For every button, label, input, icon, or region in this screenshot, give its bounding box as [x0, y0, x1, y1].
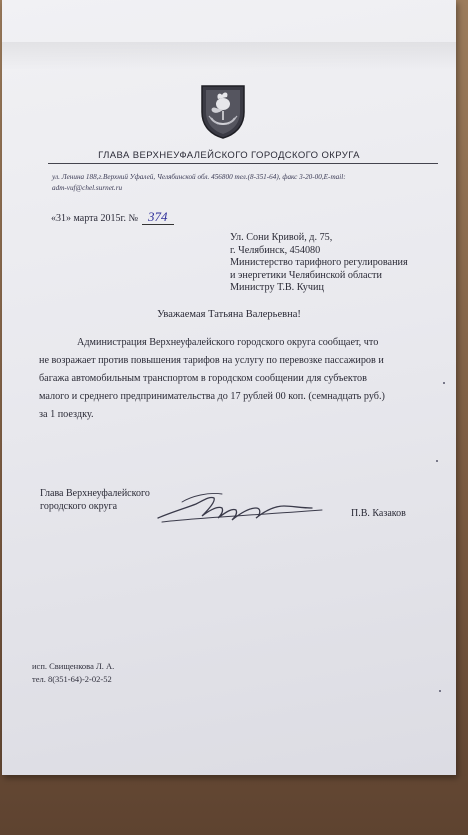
recipient-line: и энергетики Челябинской области [230, 269, 382, 281]
letter-body [39, 334, 441, 424]
signature-title-line: Глава Верхнеуфалейского [40, 488, 150, 499]
greeting: Уважаемая Татьяна Валерьевна! [157, 309, 301, 320]
body-line: за 1 поездку. [39, 409, 94, 420]
body-line: не возражает против повышения тарифов на услугу по перевозке пассажиров и [39, 355, 384, 366]
recipient-block [230, 232, 445, 295]
document-number: 374 [142, 209, 174, 225]
letterhead-address [52, 172, 442, 194]
recipient-line: г. Челябинск, 454080 [230, 244, 321, 256]
letterhead-divider [48, 163, 438, 164]
signature-title-line: городского округа [40, 501, 118, 512]
body-line: багажа автомобильным транспортом в городском сообщении для субъектов [39, 373, 367, 384]
signature-title [40, 487, 150, 513]
organization-name: ГЛАВА ВЕРХНЕУФАЛЕЙСКОГО ГОРОДСКОГО ОКРУГА [98, 150, 360, 161]
signer-name: П.В. Казаков [351, 508, 406, 519]
recipient-line: Ул. Сони Кривой, д. 75, [230, 232, 333, 243]
recipient-line: Министерство тарифного регулирования [230, 257, 408, 268]
body-line: Администрация Верхнеуфалейского городского округа сообщает, что [77, 337, 379, 348]
handwritten-signature [152, 488, 332, 530]
recipient-line: Министру Т.В. Кучиц [230, 282, 324, 293]
email-line: adm-vuf@chel.surnet.ru [52, 184, 123, 192]
letter-page [2, 0, 456, 775]
executor-name: исп. Свищенкова Л. А. [32, 661, 115, 671]
paper-speck [436, 460, 438, 462]
address-line: ул. Ленина 188,г.Верхний Уфалей, Челябинской обл. 456800 тел.(8-351-64), факс 3-20-00,E-mail: [52, 173, 346, 181]
executor-phone: тел. 8(351-64)-2-02-52 [32, 674, 112, 684]
body-line: малого и среднего предпринимательства до 17 рублей 00 коп. (семнадцать руб.) [39, 391, 385, 402]
executor-info [32, 660, 114, 686]
coat-of-arms-icon [198, 82, 248, 140]
paper-speck [439, 690, 441, 692]
paper-speck [443, 382, 445, 384]
document-dateline [51, 209, 174, 225]
paper-fold [2, 42, 456, 70]
document-date: «31» марта 2015г. № [51, 213, 139, 224]
